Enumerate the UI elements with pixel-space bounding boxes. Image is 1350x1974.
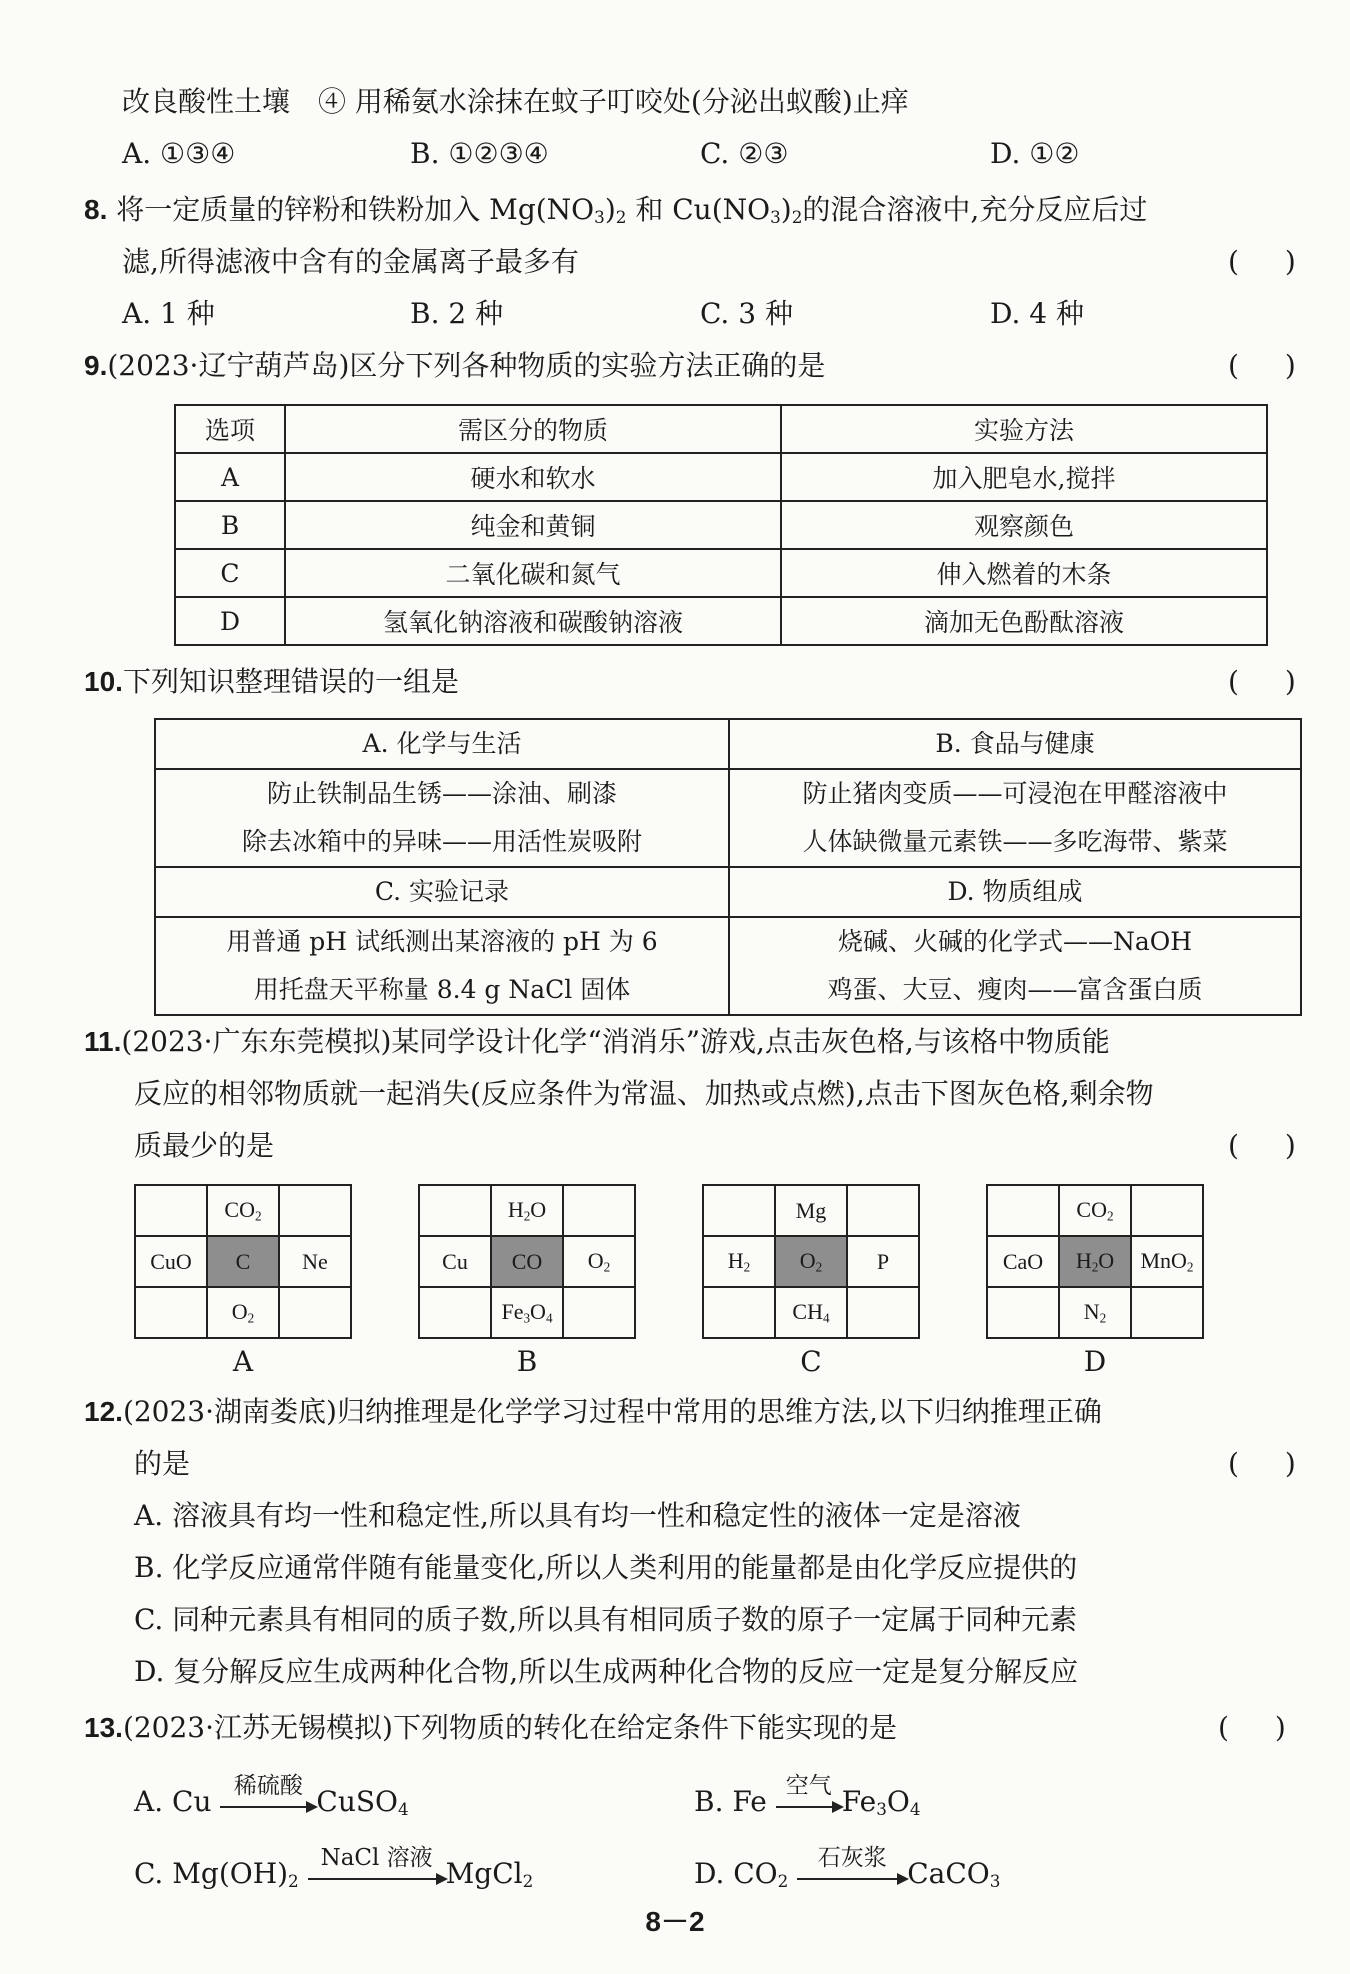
q13-stem: [84, 1708, 897, 1748]
q8-option-c: C. 3 种: [700, 297, 793, 330]
q12-text: (2023·湖南娄底)归纳推理是化学学习过程中常用的思维方法,以下归纳推理正确: [122, 1395, 1102, 1428]
grid-caption: A: [232, 1345, 254, 1378]
grid-cell: $CH_4$: [775, 1287, 847, 1338]
grid-cell: $O_2$: [563, 1236, 635, 1287]
grid-cell: [419, 1185, 491, 1236]
q10-stem: [84, 662, 459, 702]
table-row: [155, 917, 1301, 1015]
grid-cell: [987, 1287, 1059, 1338]
grid-b: [418, 1184, 636, 1378]
table-cell: 纯金和黄铜: [285, 501, 781, 549]
q8-line1: [84, 190, 1147, 237]
grid-cell: [279, 1185, 351, 1236]
q10-number: 10.: [84, 666, 123, 697]
grid-center-cell[interactable]: $H_2O$: [1059, 1236, 1131, 1287]
grid-cell: [703, 1185, 775, 1236]
q13-text: (2023·江苏无锡模拟)下列物质的转化在给定条件下能实现的是: [122, 1711, 897, 1744]
arrow: NaCl 溶液: [308, 1872, 446, 1880]
q8-sub: 3: [594, 207, 605, 228]
table-row: [175, 453, 1267, 501]
grid-cell: CuO: [135, 1236, 207, 1287]
arrow: 稀硫酸: [220, 1800, 316, 1808]
grid-cell: [847, 1287, 919, 1338]
cell-line: 鸡蛋、大豆、瘦肉——富含蛋白质: [827, 975, 1203, 1004]
q7-option-b: B. ①②③④: [410, 137, 549, 170]
grid-c-table: [702, 1184, 920, 1339]
q12-option-d: D. 复分解反应生成两种化合物,所以生成两种化合物的反应一定是复分解反应: [134, 1655, 1079, 1688]
grid-cell: MnO$_2$: [1131, 1236, 1203, 1287]
table-header: 实验方法: [781, 405, 1267, 453]
cell-line: 烧碱、火碱的化学式——NaOH: [837, 927, 1193, 956]
q11-line2: 反应的相邻物质就一起消失(反应条件为常温、加热或点燃),点击下图灰色格,剩余物: [134, 1077, 1154, 1110]
grid-cell: Ne: [279, 1236, 351, 1287]
table-header: A. 化学与生活: [155, 719, 729, 769]
grid-cell: [987, 1185, 1059, 1236]
grid-cell: $H_2O$: [491, 1185, 563, 1236]
page-number: 8－2: [645, 1906, 705, 1937]
q8-text-e: 的混合溶液中,充分反应后过: [802, 193, 1148, 226]
q10-table: [154, 718, 1302, 1016]
table-cell: 滴加无色酚酞溶液: [781, 597, 1267, 645]
q11-line1: [84, 1022, 1110, 1062]
grid-center-cell[interactable]: CO: [491, 1236, 563, 1287]
table-row: [175, 549, 1267, 597]
q11-line3: 质最少的是: [134, 1129, 275, 1162]
grid-cell: $CO_2$: [1059, 1185, 1131, 1236]
table-cell: [729, 769, 1301, 867]
q13-option-d: D. $CO_2$ 石灰浆 CaCO$_3$: [694, 1844, 1001, 1892]
arrow: 石灰浆: [797, 1872, 907, 1880]
table-cell: C: [175, 549, 285, 597]
table-cell: B: [175, 501, 285, 549]
table-row: [175, 501, 1267, 549]
q8-option-d: D. 4 种: [990, 297, 1084, 330]
table-header: D. 物质组成: [729, 867, 1301, 917]
grid-cell: [1131, 1287, 1203, 1338]
q12-option-b: B. 化学反应通常伴随有能量变化,所以人类利用的能量都是由化学反应提供的: [134, 1551, 1078, 1584]
q13-option-c: C. $Mg(OH)_2$ NaCl 溶液 MgCl$_2$: [134, 1844, 534, 1892]
cell-line: 用普通 pH 试纸测出某溶液的 pH 为 6: [226, 927, 658, 956]
q12-line1: [84, 1392, 1102, 1432]
cell-line: 防止猪肉变质——可浸泡在甲醛溶液中: [802, 779, 1228, 808]
q7-option-c: C. ②③: [700, 137, 789, 170]
q8-text-b: ): [604, 193, 616, 226]
grid-caption: D: [1083, 1345, 1107, 1378]
grid-cell: $N_2$: [1059, 1287, 1131, 1338]
table-header: 选项: [175, 405, 285, 453]
q8-text-a: 将一定质量的锌粉和铁粉加入 Mg(NO: [116, 193, 595, 226]
grid-cell: [419, 1287, 491, 1338]
grid-cell: $CO_2$: [207, 1185, 279, 1236]
q8-option-a: A. 1 种: [122, 297, 215, 330]
arrow: 空气: [776, 1800, 842, 1808]
table-cell: D: [175, 597, 285, 645]
grid-caption: B: [516, 1345, 538, 1378]
table-row: [155, 769, 1301, 867]
q9-number: 9.: [84, 350, 108, 381]
table-cell: 氢氧化钠溶液和碳酸钠溶液: [285, 597, 781, 645]
table-row: [155, 719, 1301, 769]
grid-cell: [135, 1185, 207, 1236]
grid-cell: Cu: [419, 1236, 491, 1287]
grid-caption: C: [800, 1345, 822, 1378]
q8-answer-paren: (): [1228, 245, 1342, 278]
grid-b-table: [418, 1184, 636, 1339]
grid-cell: [703, 1287, 775, 1338]
cell-line: 用托盘天平称量 8.4 g NaCl 固体: [253, 975, 631, 1004]
grid-cell: P: [847, 1236, 919, 1287]
table-header: B. 食品与健康: [729, 719, 1301, 769]
q13-option-b: B. Fe 空气 $Fe_3O_4$: [694, 1772, 921, 1820]
q8-text-d: ): [780, 193, 792, 226]
grid-cell: $H_2$: [703, 1236, 775, 1287]
grid-a: [134, 1184, 352, 1378]
grid-cell: $Fe_3O_4$: [491, 1287, 563, 1338]
q7-option-d: D. ①②: [990, 137, 1080, 170]
q10-text: 下列知识整理错误的一组是: [122, 665, 459, 698]
q7-option-a: A. ①③④: [122, 137, 236, 170]
q11-number: 11.: [84, 1026, 122, 1057]
q8-sub: 3: [770, 207, 781, 228]
q7-continuation: 改良酸性土壤 ④ 用稀氨水涂抹在蚊子叮咬处(分泌出蚁酸)止痒: [122, 85, 909, 118]
q12-line2: 的是: [134, 1447, 191, 1480]
table-cell: 伸入燃着的木条: [781, 549, 1267, 597]
table-cell: [155, 769, 729, 867]
q12-number: 12.: [84, 1396, 123, 1427]
table-row: [175, 597, 1267, 645]
table-row: [175, 405, 1267, 453]
q11-answer-paren: (): [1228, 1129, 1342, 1162]
table-cell: 观察颜色: [781, 501, 1267, 549]
cell-line: 人体缺微量元素铁——多吃海带、紫菜: [802, 827, 1228, 856]
q13-number: 13.: [84, 1712, 123, 1743]
table-cell: 加入肥皂水,搅拌: [781, 453, 1267, 501]
grid-cell: [1131, 1185, 1203, 1236]
q9-text: (2023·辽宁葫芦岛)区分下列各种物质的实验方法正确的是: [107, 349, 826, 382]
grid-cell: [563, 1287, 635, 1338]
grid-cell: [135, 1287, 207, 1338]
q9-stem: [84, 346, 825, 386]
q12-option-a: A. 溶液具有均一性和稳定性,所以具有均一性和稳定性的液体一定是溶液: [134, 1499, 1021, 1532]
q10-answer-paren: (): [1228, 665, 1342, 698]
table-header: C. 实验记录: [155, 867, 729, 917]
grid-center-cell[interactable]: C: [207, 1236, 279, 1287]
table-row: [155, 867, 1301, 917]
table-cell: A: [175, 453, 285, 501]
q9-answer-paren: (): [1228, 349, 1342, 382]
table-header: 需区分的物质: [285, 405, 781, 453]
grid-cell: Mg: [775, 1185, 847, 1236]
q8-sub: 2: [615, 207, 627, 228]
cell-line: 防止铁制品生锈——涂油、刷漆: [266, 779, 617, 808]
grid-c: [702, 1184, 920, 1378]
table-cell: 二氧化碳和氮气: [285, 549, 781, 597]
q8-text-c: 和 Cu(NO: [635, 193, 771, 226]
q9-table: [174, 404, 1268, 646]
grid-d: [986, 1184, 1204, 1378]
grid-cell: [279, 1287, 351, 1338]
table-cell: [155, 917, 729, 1015]
q11-text: (2023·广东东莞模拟)某同学设计化学“消消乐”游戏,点击灰色格,与该格中物质能: [121, 1025, 1110, 1058]
q12-option-c: C. 同种元素具有相同的质子数,所以具有相同质子数的原子一定属于同种元素: [134, 1603, 1078, 1636]
grid-cell: [847, 1185, 919, 1236]
q12-answer-paren: (): [1228, 1447, 1342, 1480]
cell-line: 除去冰箱中的异味——用活性炭吸附: [241, 827, 642, 856]
table-cell: [729, 917, 1301, 1015]
q13-answer-paren: (): [1218, 1711, 1332, 1744]
grid-a-table: [134, 1184, 352, 1339]
q8-line2: 滤,所得滤液中含有的金属离子最多有: [122, 245, 579, 278]
grid-d-table: [986, 1184, 1204, 1339]
grid-cell: CaO: [987, 1236, 1059, 1287]
q8-option-b: B. 2 种: [410, 297, 504, 330]
q13-option-a: A. Cu 稀硫酸 CuSO$_4$: [134, 1772, 409, 1820]
q8-number: 8.: [84, 194, 108, 225]
grid-cell: [563, 1185, 635, 1236]
q8-sub: 2: [791, 207, 803, 228]
table-cell: 硬水和软水: [285, 453, 781, 501]
grid-cell: $O_2$: [207, 1287, 279, 1338]
grid-center-cell[interactable]: $O_2$: [775, 1236, 847, 1287]
